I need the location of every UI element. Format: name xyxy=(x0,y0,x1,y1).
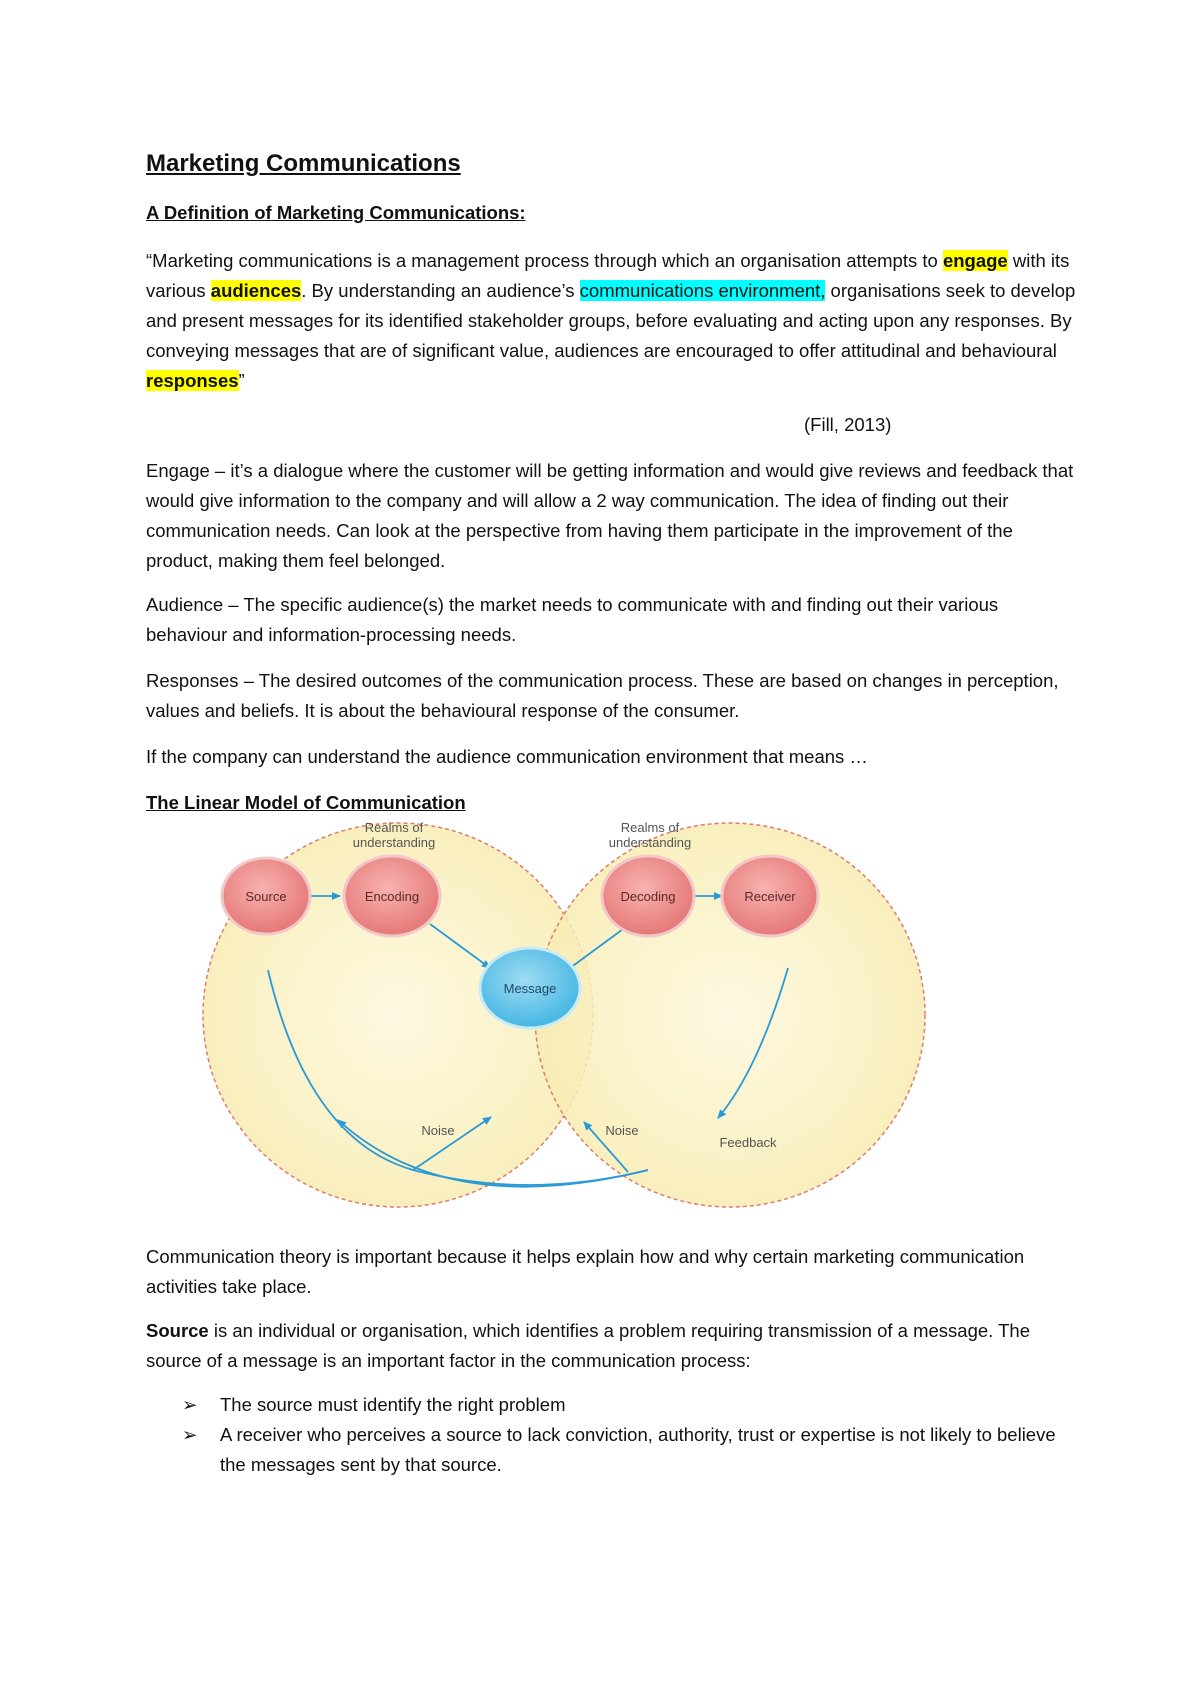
page-title: Marketing Communications xyxy=(146,150,461,177)
noise-right-label: Noise xyxy=(605,1123,639,1138)
noise-left-label: Noise xyxy=(421,1123,455,1138)
realms-right-line1: Realms of xyxy=(620,820,680,835)
quote-text-3: . By understanding an audience’s xyxy=(301,280,580,301)
receiver-label: Receiver xyxy=(744,889,796,904)
theory-paragraph: Communication theory is important because it helps explain how and why certain marketing communication activities take place. xyxy=(146,1246,1025,1297)
decoding-label: Decoding xyxy=(620,889,676,904)
highlight-engage: engage xyxy=(942,250,1008,271)
list-item xyxy=(146,1420,1076,1480)
source-paragraph xyxy=(146,1316,1076,1376)
list-item xyxy=(146,1390,1076,1420)
quote-text-4: organisations seek to develop and present messages for its identified stakeholder groups, before evaluating and acting upon any responses. By conveying messages that are of significant value, audiences are encouraged to offer attitudinal and behavioural xyxy=(146,280,1076,361)
arrow-bullet-icon: ➢ xyxy=(182,1394,198,1415)
highlight-audiences: audiences xyxy=(210,280,302,301)
realms-left-line2: understanding xyxy=(352,835,436,850)
bullet-text: A receiver who perceives a source to lack conviction, authority, trust or expertise is not likely to believe the messages sent by that source. xyxy=(220,1424,1056,1475)
feedback-label: Feedback xyxy=(719,1135,777,1150)
highlight-responses: responses xyxy=(146,370,239,391)
realms-right-line2: understanding xyxy=(608,835,692,850)
definition-heading: A Definition of Marketing Communications: xyxy=(146,202,526,223)
source-term: Source xyxy=(146,1320,209,1341)
message-label: Message xyxy=(503,981,557,996)
quote-text-5: ” xyxy=(238,370,245,391)
if-company-paragraph: If the company can understand the audience communication environment that means … xyxy=(146,746,868,767)
highlight-communications-environment: communications environment, xyxy=(579,280,826,301)
encoding-label: Encoding xyxy=(364,889,420,904)
realms-left-line1: Realms of xyxy=(364,820,424,835)
citation: (Fill, 2013) xyxy=(804,414,892,435)
linear-model-diagram xyxy=(198,820,928,1212)
bullet-text: The source must identify the right problem xyxy=(220,1394,566,1415)
source-label: Source xyxy=(245,889,287,904)
quote-text-2: with its various xyxy=(146,250,1070,301)
engage-paragraph: Engage – it’s a dialogue where the customer will be getting information and would give reviews and feedback that would give information to the company and will allow a 2 way communication. The idea of finding out their communication needs. Can look at the perspective from having them participate in the improvement of the product, making them feel belonged. xyxy=(146,460,1074,571)
source-bullet-list xyxy=(146,1390,1076,1480)
responses-paragraph: Responses – The desired outcomes of the communication process. These are based on changes in perception, values and beliefs. It is about the behavioural response of the consumer. xyxy=(146,670,1059,721)
source-definition: is an individual or organisation, which identifies a problem requiring transmission of a message. The source of a message is an important factor in the communication process: xyxy=(146,1320,1030,1371)
definition-quote xyxy=(146,246,1076,396)
bullet-list xyxy=(146,1390,1076,1480)
linear-model-heading: The Linear Model of Communication xyxy=(146,792,466,813)
quote-text-1: “Marketing communications is a management process through which an organisation attempts to xyxy=(146,250,943,271)
arrow-bullet-icon: ➢ xyxy=(182,1424,198,1445)
audience-paragraph: Audience – The specific audience(s) the market needs to communicate with and finding out their various behaviour and information-processing needs. xyxy=(146,594,999,645)
